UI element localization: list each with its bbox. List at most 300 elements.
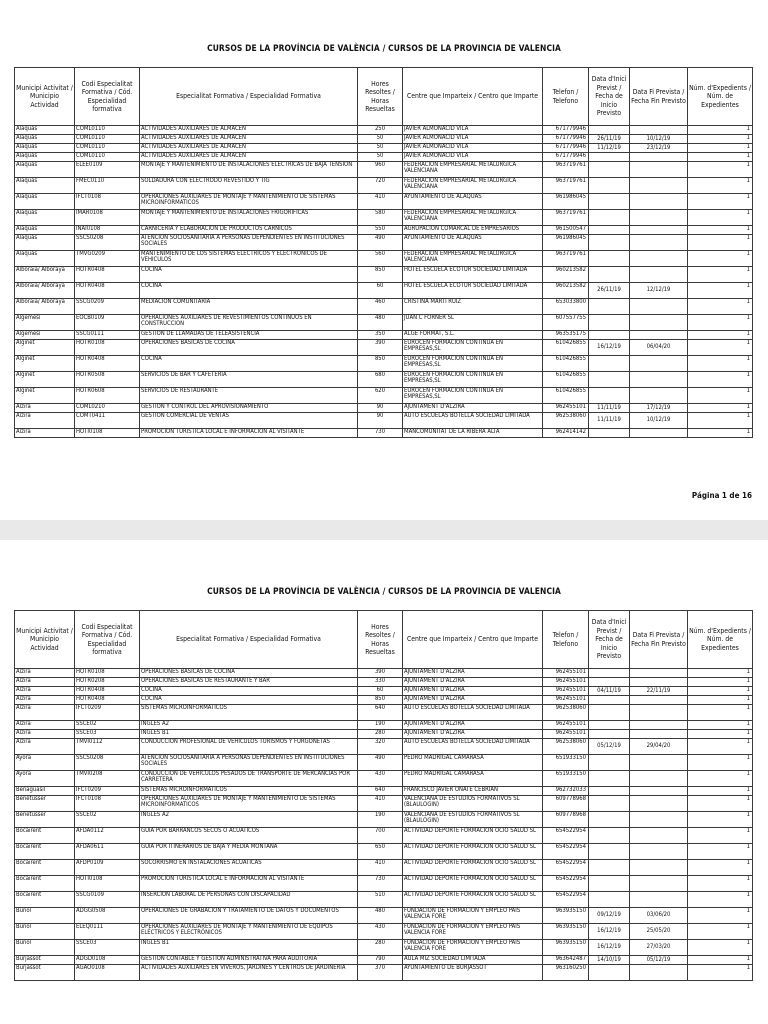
cell-specialty: ACTIVIDADES AUXILIARES DE ALMACEN xyxy=(140,135,358,144)
cell-specialty: ACTIVIDADES AUXILIARES DE ALMACEN xyxy=(140,144,358,153)
table-row xyxy=(15,372,753,388)
cell-start-date xyxy=(589,251,630,267)
cell-specialty: MONTAJE Y MANTENIMIENTO DE INSTALACIONES FRIGORIFICAS xyxy=(140,210,358,226)
cell-center: CRISTINA MARTI RUIZ xyxy=(403,299,543,315)
cell-municipality: Alzira xyxy=(15,404,75,413)
table-row xyxy=(15,812,753,828)
cell-code: COML0110 xyxy=(75,144,140,153)
cell-start-date xyxy=(589,235,630,251)
cell-code: ELEE0109 xyxy=(75,162,140,178)
cell-center: AJUNTAMENT D'ALZIRA xyxy=(403,687,543,696)
cell-specialty: SISTEMAS MICROINFORMATICOS xyxy=(140,705,358,721)
cell-code: IFCT0209 xyxy=(75,705,140,721)
cell-center: FRANCISCO JAVIER OÑATE CEBRIAN xyxy=(403,787,543,796)
cell-end-date xyxy=(630,796,688,812)
cell-phone: 963160250 xyxy=(543,965,589,981)
cell-municipality: Alzira xyxy=(15,678,75,687)
cell-phone: 671779946 xyxy=(543,135,589,144)
cell-specialty: OPERACIONES BASICAS DE COCINA xyxy=(140,340,358,356)
cell-phone: 654522954 xyxy=(543,876,589,892)
cell-center: AJUNTAMENT D'ALZIRA xyxy=(403,404,543,413)
cell-municipality: Burjassot xyxy=(15,956,75,965)
cell-center: ACTIVIDAD DEPORTE FORMACION OCIO SALUD SL xyxy=(403,876,543,892)
cell-hours: 480 xyxy=(358,315,403,331)
cell-end-date: 10/12/19 xyxy=(630,413,688,429)
cell-center: JAVIER ALMONACID VILA xyxy=(403,135,543,144)
cell-hours: 250 xyxy=(358,126,403,135)
cell-file-count: 1 xyxy=(688,226,753,235)
cell-phone: 654522954 xyxy=(543,892,589,908)
cell-start-date xyxy=(589,178,630,194)
cell-end-date xyxy=(630,696,688,705)
cell-file-count: 1 xyxy=(688,796,753,812)
cell-file-count: 1 xyxy=(688,956,753,965)
table-row xyxy=(15,908,753,924)
cell-specialty: OPERACIONES BASICAS DE RESTAURANTE Y BAR xyxy=(140,678,358,687)
cell-municipality: Alginet xyxy=(15,372,75,388)
cell-center: FUNDACION DE FORMACION Y EMPLEO PAIS VALENCIA FORE xyxy=(403,924,543,940)
cell-hours: 680 xyxy=(358,372,403,388)
cell-municipality: Alginet xyxy=(15,340,75,356)
cell-specialty: GESTIÓN CONTABLE Y GESTIÓN ADMINISTRATIVA PARA AUDITORIA xyxy=(140,956,358,965)
cell-center: FUNDACION DE FORMACION Y EMPLEO PAIS VALENCIA FORE xyxy=(403,940,543,956)
cell-start-date xyxy=(589,356,630,372)
cell-center: MANCOMUNITAT DE LA RIBERA ALTA xyxy=(403,429,543,438)
cell-hours: 510 xyxy=(358,892,403,908)
cell-phone: 609778968 xyxy=(543,812,589,828)
cell-municipality: Alzira xyxy=(15,696,75,705)
cell-center: FUNDACION DE FORMACION Y EMPLEO PAIS VALENCIA FORE xyxy=(403,908,543,924)
table-row xyxy=(15,126,753,135)
col-header-hours: Hores Resoltes / Horas Resueltas xyxy=(358,611,403,669)
cell-file-count: 1 xyxy=(688,730,753,739)
cell-file-count: 1 xyxy=(688,965,753,981)
cell-specialty: CARNICERIA Y ELABORACION DE PRODUCTOS CARNICOS xyxy=(140,226,358,235)
col-header-file-count: Núm. d'Expedients / Núm. de Expedientes xyxy=(688,611,753,669)
cell-code: FMEC0110 xyxy=(75,178,140,194)
cell-hours: 390 xyxy=(358,340,403,356)
cell-file-count: 1 xyxy=(688,696,753,705)
cell-end-date xyxy=(630,965,688,981)
cell-file-count: 1 xyxy=(688,153,753,162)
cell-start-date: 14/10/19 xyxy=(589,956,630,965)
cell-file-count: 1 xyxy=(688,787,753,796)
cell-specialty: OPERACIONES DE GRABACION Y TRATAMIENTO DE DATOS Y DOCUMENTOS xyxy=(140,908,358,924)
table-row xyxy=(15,340,753,356)
cell-hours: 90 xyxy=(358,413,403,429)
cell-specialty: SERVICIOS DE BAR Y CAFETERIA xyxy=(140,372,358,388)
table-row xyxy=(15,356,753,372)
cell-file-count: 1 xyxy=(688,162,753,178)
col-header-municipality: Municipi Activitat / Municipio Actividad xyxy=(15,68,75,126)
cell-start-date xyxy=(589,315,630,331)
document-page-2 xyxy=(0,540,768,1024)
cell-specialty: GUIA POR ITINERARIOS DE BAJA Y MEDIA MONTAÑA xyxy=(140,844,358,860)
cell-phone: 651933150 xyxy=(543,771,589,787)
col-header-phone: Telefon / Telefono xyxy=(543,611,589,669)
col-header-start-date: Data d'Inici Previst / Fecha de Inicio Previsto xyxy=(589,611,630,669)
cell-specialty: SOLDADURA CON ELECTRODO REVESTIDO Y TIG xyxy=(140,178,358,194)
cell-center: FEDERACION EMPRESARIAL METALURGICA VALENCIANA xyxy=(403,162,543,178)
cell-specialty: OPERACIONES AUXILIARES DE MONTAJE Y MANTENIMIENTO DE SISTEMAS MICROINFORMATICOS xyxy=(140,796,358,812)
cell-hours: 60 xyxy=(358,283,403,299)
col-header-end-date: Data Fi Prevista / Fecha Fin Previsto xyxy=(630,611,688,669)
cell-phone: 962455101 xyxy=(543,404,589,413)
cell-hours: 280 xyxy=(358,730,403,739)
cell-hours: 190 xyxy=(358,812,403,828)
cell-start-date xyxy=(589,153,630,162)
cell-specialty: COCINA xyxy=(140,267,358,283)
col-header-center: Centre que Imparteix / Centro que Imparte xyxy=(403,611,543,669)
cell-code: HOTR0208 xyxy=(75,678,140,687)
cell-code: COML0110 xyxy=(75,153,140,162)
cell-phone: 962455101 xyxy=(543,678,589,687)
cell-municipality: Burjassot xyxy=(15,965,75,981)
table-row xyxy=(15,844,753,860)
cell-specialty: INGLÉS A2 xyxy=(140,812,358,828)
cell-municipality: Ayora xyxy=(15,771,75,787)
cell-phone: 962455101 xyxy=(543,687,589,696)
cell-municipality: Benetússer xyxy=(15,796,75,812)
cell-center: ACTIVIDAD DEPORTE FORMACION OCIO SALUD SL xyxy=(403,860,543,876)
cell-specialty: ATENCION SOCIOSANITARIA A PERSONAS DEPENDIENTES EN INSTITUCIONES SOCIALES xyxy=(140,755,358,771)
cell-file-count: 1 xyxy=(688,892,753,908)
cell-file-count: 1 xyxy=(688,413,753,429)
cell-center: ACTIVIDAD DEPORTE FORMACION OCIO SALUD SL xyxy=(403,828,543,844)
cell-center: AUTO ESCUELAS BOTELLA SOCIEDAD LIMITADA xyxy=(403,705,543,721)
cell-specialty: COCINA xyxy=(140,356,358,372)
table-row xyxy=(15,299,753,315)
cell-hours: 640 xyxy=(358,787,403,796)
table-row xyxy=(15,730,753,739)
cell-end-date: 05/12/19 xyxy=(630,956,688,965)
cell-phone: 671779946 xyxy=(543,153,589,162)
table-row xyxy=(15,251,753,267)
cell-municipality: Alzira xyxy=(15,721,75,730)
cell-start-date xyxy=(589,194,630,210)
cell-municipality: Alaquàs xyxy=(15,153,75,162)
cell-file-count: 1 xyxy=(688,340,753,356)
cell-center: FEDERACION EMPRESARIAL METALURGICA VALENCIANA xyxy=(403,251,543,267)
cell-start-date xyxy=(589,372,630,388)
col-header-file-count: Núm. d'Expedients / Núm. de Expedientes xyxy=(688,68,753,126)
cell-hours: 50 xyxy=(358,135,403,144)
cell-start-date xyxy=(589,267,630,283)
cell-hours: 730 xyxy=(358,429,403,438)
cell-start-date: 04/11/19 xyxy=(589,687,630,696)
table-row xyxy=(15,787,753,796)
cell-hours: 850 xyxy=(358,267,403,283)
cell-hours: 790 xyxy=(358,956,403,965)
cell-code: IFCT0108 xyxy=(75,194,140,210)
cell-center: VALENCIANA DE ESTUDIOS FORMATIVOS SL (BLAULOGIN) xyxy=(403,796,543,812)
cell-start-date xyxy=(589,126,630,135)
cell-file-count: 1 xyxy=(688,678,753,687)
cell-municipality: Buñol xyxy=(15,908,75,924)
cell-hours: 280 xyxy=(358,940,403,956)
cell-code: SSCE02 xyxy=(75,721,140,730)
cell-file-count: 1 xyxy=(688,669,753,678)
cell-code: SSCG0111 xyxy=(75,331,140,340)
cell-hours: 960 xyxy=(358,162,403,178)
cell-center: JAVIER ALMONACID VILA xyxy=(403,153,543,162)
cell-hours: 700 xyxy=(358,828,403,844)
cell-center: EUROCEN FORMACION CONTINUA EN EMPRESAS,SL xyxy=(403,356,543,372)
cell-hours: 350 xyxy=(358,331,403,340)
cell-start-date xyxy=(589,678,630,687)
cell-start-date xyxy=(589,828,630,844)
cell-file-count: 1 xyxy=(688,844,753,860)
cell-center: FEDERACION EMPRESARIAL METALURGICA VALENCIANA xyxy=(403,210,543,226)
cell-specialty: PROMOCION TURISTICA LOCAL E INFORMACION AL VISITANTE xyxy=(140,876,358,892)
cell-specialty: MANTENIMIENTO DE LOS SISTEMAS ELECTRICOS Y ELECTRONICOS DE VEHICULOS xyxy=(140,251,358,267)
cell-municipality: Algemesí xyxy=(15,331,75,340)
cell-municipality: Bocairent xyxy=(15,860,75,876)
cell-hours: 560 xyxy=(358,251,403,267)
cell-municipality: Alboraia/ Alboraya xyxy=(15,299,75,315)
cell-code: SSCS0208 xyxy=(75,755,140,771)
cell-hours: 730 xyxy=(358,876,403,892)
table-row xyxy=(15,687,753,696)
cell-start-date xyxy=(589,787,630,796)
cell-center: EUROCEN FORMACION CONTINUA EN EMPRESAS,SL xyxy=(403,372,543,388)
cell-hours: 330 xyxy=(358,678,403,687)
cell-center: FEDERACION EMPRESARIAL METALURGICA VALENCIANA xyxy=(403,178,543,194)
cell-end-date: 25/05/20 xyxy=(630,924,688,940)
cell-end-date xyxy=(630,267,688,283)
cell-center: AGRUPACION COMARCAL DE EMPRESARIOS xyxy=(403,226,543,235)
table-row xyxy=(15,283,753,299)
table-header-row xyxy=(15,68,753,126)
cell-start-date xyxy=(589,696,630,705)
cell-hours: 490 xyxy=(358,755,403,771)
cell-center: AJUNTAMENT D'ALZIRA xyxy=(403,669,543,678)
cell-hours: 90 xyxy=(358,404,403,413)
cell-file-count: 1 xyxy=(688,812,753,828)
cell-specialty: CONDUCCIÓN PROFESIONAL DE VEHÍCULOS TURISMOS Y FURGONETAS xyxy=(140,739,358,755)
cell-file-count: 1 xyxy=(688,404,753,413)
cell-file-count: 1 xyxy=(688,908,753,924)
cell-end-date: 22/11/19 xyxy=(630,687,688,696)
cell-code: HOTR0508 xyxy=(75,372,140,388)
table-row xyxy=(15,235,753,251)
cell-end-date xyxy=(630,162,688,178)
cell-start-date xyxy=(589,162,630,178)
table-row xyxy=(15,876,753,892)
cell-file-count: 1 xyxy=(688,283,753,299)
cell-end-date xyxy=(630,315,688,331)
table-row xyxy=(15,739,753,755)
cell-hours: 390 xyxy=(358,669,403,678)
table-row xyxy=(15,413,753,429)
cell-end-date xyxy=(630,860,688,876)
cell-end-date xyxy=(630,194,688,210)
cell-end-date xyxy=(630,178,688,194)
cell-start-date xyxy=(589,755,630,771)
table-row xyxy=(15,429,753,438)
table-row xyxy=(15,696,753,705)
cell-start-date: 26/11/19 xyxy=(589,283,630,299)
table-row xyxy=(15,669,753,678)
cell-end-date xyxy=(630,299,688,315)
cell-center: EUROCEN FORMACION CONTINUA EN EMPRESAS,SL xyxy=(403,340,543,356)
cell-phone: 961986045 xyxy=(543,194,589,210)
cell-phone: 607557755 xyxy=(543,315,589,331)
cell-municipality: Alaquàs xyxy=(15,135,75,144)
cell-file-count: 1 xyxy=(688,940,753,956)
cell-end-date: 06/04/20 xyxy=(630,340,688,356)
cell-phone: 962455101 xyxy=(543,696,589,705)
cell-municipality: Alaquàs xyxy=(15,226,75,235)
cell-phone: 610426855 xyxy=(543,372,589,388)
cell-end-date xyxy=(630,828,688,844)
cell-end-date xyxy=(630,372,688,388)
cell-center: PEDRO MADRIGAL CAMARASA xyxy=(403,755,543,771)
table-body xyxy=(15,126,753,438)
cell-end-date: 17/12/19 xyxy=(630,404,688,413)
cell-hours: 410 xyxy=(358,194,403,210)
cell-phone: 963719761 xyxy=(543,210,589,226)
cell-specialty: OPERACIONES BASICAS DE COCINA xyxy=(140,669,358,678)
cell-file-count: 1 xyxy=(688,924,753,940)
cell-municipality: Alaquàs xyxy=(15,144,75,153)
cell-center: AULA MIZ SOCIEDAD LIMITADA xyxy=(403,956,543,965)
table-row xyxy=(15,404,753,413)
cell-start-date xyxy=(589,965,630,981)
cell-hours: 190 xyxy=(358,721,403,730)
cell-code: HOTR0408 xyxy=(75,696,140,705)
cell-file-count: 1 xyxy=(688,331,753,340)
cell-phone: 654522954 xyxy=(543,844,589,860)
cell-specialty: ACTIVIDADES AUXILIARES DE ALMACEN xyxy=(140,153,358,162)
cell-code: EOCB0109 xyxy=(75,315,140,331)
cell-specialty: OPERACIONES AUXILIARES DE MONTAJE Y MANTENIMIENTO DE SISTEMAS MICROINFORMATICOS xyxy=(140,194,358,210)
cell-specialty: INGLES B1 xyxy=(140,730,358,739)
cell-municipality: Alginet xyxy=(15,356,75,372)
cell-municipality: Bocairent xyxy=(15,828,75,844)
cell-specialty: COCINA xyxy=(140,687,358,696)
table-row xyxy=(15,178,753,194)
cell-specialty: INGLÉS A2 xyxy=(140,721,358,730)
cell-code: SSCE03 xyxy=(75,730,140,739)
table-header-row xyxy=(15,611,753,669)
cell-hours: 550 xyxy=(358,226,403,235)
cell-center: JAVIER ALMONACID VILA xyxy=(403,144,543,153)
cell-code: HOTR0108 xyxy=(75,669,140,678)
cell-specialty: ATENCION SOCIOSANITARIA A PERSONAS DEPENDIENTES EN INSTITUCIONES SOCIALES xyxy=(140,235,358,251)
cell-center: PEDRO MADRIGAL CAMARASA xyxy=(403,771,543,787)
cell-code: INAI0108 xyxy=(75,226,140,235)
cell-center: JAVIER ALMONACID VILA xyxy=(403,126,543,135)
table-row xyxy=(15,965,753,981)
cell-specialty: SOCORRISMO EN INSTALACIONES ACUÁTICAS xyxy=(140,860,358,876)
cell-hours: 50 xyxy=(358,144,403,153)
cell-end-date xyxy=(630,892,688,908)
cell-hours: 640 xyxy=(358,705,403,721)
cell-file-count: 1 xyxy=(688,828,753,844)
table-row xyxy=(15,721,753,730)
cell-phone: 671779946 xyxy=(543,144,589,153)
col-header-start-date: Data d'Inici Previst / Fecha de Inicio Previsto xyxy=(589,68,630,126)
cell-center: AYUNTAMIENTO DE ALAQUAS xyxy=(403,194,543,210)
cell-center: AJUNTAMENT D'ALZIRA xyxy=(403,721,543,730)
cell-phone: 654522954 xyxy=(543,828,589,844)
cell-phone: 609778968 xyxy=(543,796,589,812)
cell-phone: 651933150 xyxy=(543,755,589,771)
cell-hours: 430 xyxy=(358,771,403,787)
cell-municipality: Benaguasil xyxy=(15,787,75,796)
cell-specialty: INSERCIÓN LABORAL DE PERSONAS CON DISCAPACIDAD xyxy=(140,892,358,908)
cell-start-date xyxy=(589,796,630,812)
cell-end-date xyxy=(630,730,688,739)
cell-municipality: Alzira xyxy=(15,669,75,678)
cell-file-count: 1 xyxy=(688,356,753,372)
cell-phone: 962414142 xyxy=(543,429,589,438)
cell-file-count: 1 xyxy=(688,178,753,194)
cell-municipality: Alaquàs xyxy=(15,126,75,135)
cell-end-date xyxy=(630,356,688,372)
col-header-municipality: Municipi Activitat / Municipio Actividad xyxy=(15,611,75,669)
cell-center: AJUNTAMENT D'ALZIRA xyxy=(403,678,543,687)
cell-specialty: INGLES B1 xyxy=(140,940,358,956)
cell-start-date xyxy=(589,388,630,404)
cell-file-count: 1 xyxy=(688,315,753,331)
cell-hours: 410 xyxy=(358,796,403,812)
cell-start-date xyxy=(589,331,630,340)
cell-end-date xyxy=(630,429,688,438)
cell-file-count: 1 xyxy=(688,372,753,388)
cell-phone: 962455101 xyxy=(543,730,589,739)
cell-code: TMVI0112 xyxy=(75,739,140,755)
page-number: Página 1 de 16 xyxy=(691,491,752,500)
cell-municipality: Alzira xyxy=(15,687,75,696)
cell-file-count: 1 xyxy=(688,144,753,153)
cell-center: ACTIVIDAD DEPORTE FORMACION OCIO SALUD SL xyxy=(403,892,543,908)
cell-file-count: 1 xyxy=(688,705,753,721)
cell-hours: 50 xyxy=(358,153,403,162)
cell-file-count: 1 xyxy=(688,876,753,892)
col-header-specialty: Especialitat Formativa / Especialidad Formativa xyxy=(140,611,358,669)
table-row xyxy=(15,796,753,812)
cell-specialty: CONDUCCIÓN DE VEHÍCULOS PESADOS DE TRANSPORTE DE MERCANCÍAS POR CARRETERA xyxy=(140,771,358,787)
cell-municipality: Ayora xyxy=(15,755,75,771)
cell-municipality: Buñol xyxy=(15,940,75,956)
cell-start-date xyxy=(589,721,630,730)
cell-file-count: 1 xyxy=(688,251,753,267)
cell-file-count: 1 xyxy=(688,194,753,210)
table-row xyxy=(15,771,753,787)
cell-municipality: Alzira xyxy=(15,739,75,755)
table-row xyxy=(15,210,753,226)
cell-phone: 963719761 xyxy=(543,178,589,194)
cell-end-date xyxy=(630,812,688,828)
cell-phone: 963719761 xyxy=(543,162,589,178)
cell-code: COMT0411 xyxy=(75,413,140,429)
table-row xyxy=(15,153,753,162)
cell-file-count: 1 xyxy=(688,299,753,315)
cell-hours: 620 xyxy=(358,388,403,404)
cell-end-date: 10/12/19 xyxy=(630,135,688,144)
cell-hours: 650 xyxy=(358,844,403,860)
cell-municipality: Alboraia/ Alboraya xyxy=(15,283,75,299)
table-row xyxy=(15,315,753,331)
cell-start-date: 26/11/19 xyxy=(589,135,630,144)
cell-hours: 410 xyxy=(358,860,403,876)
cell-phone: 963719761 xyxy=(543,251,589,267)
cell-municipality: Alaquàs xyxy=(15,162,75,178)
cell-start-date: 16/12/19 xyxy=(589,924,630,940)
table-row xyxy=(15,194,753,210)
